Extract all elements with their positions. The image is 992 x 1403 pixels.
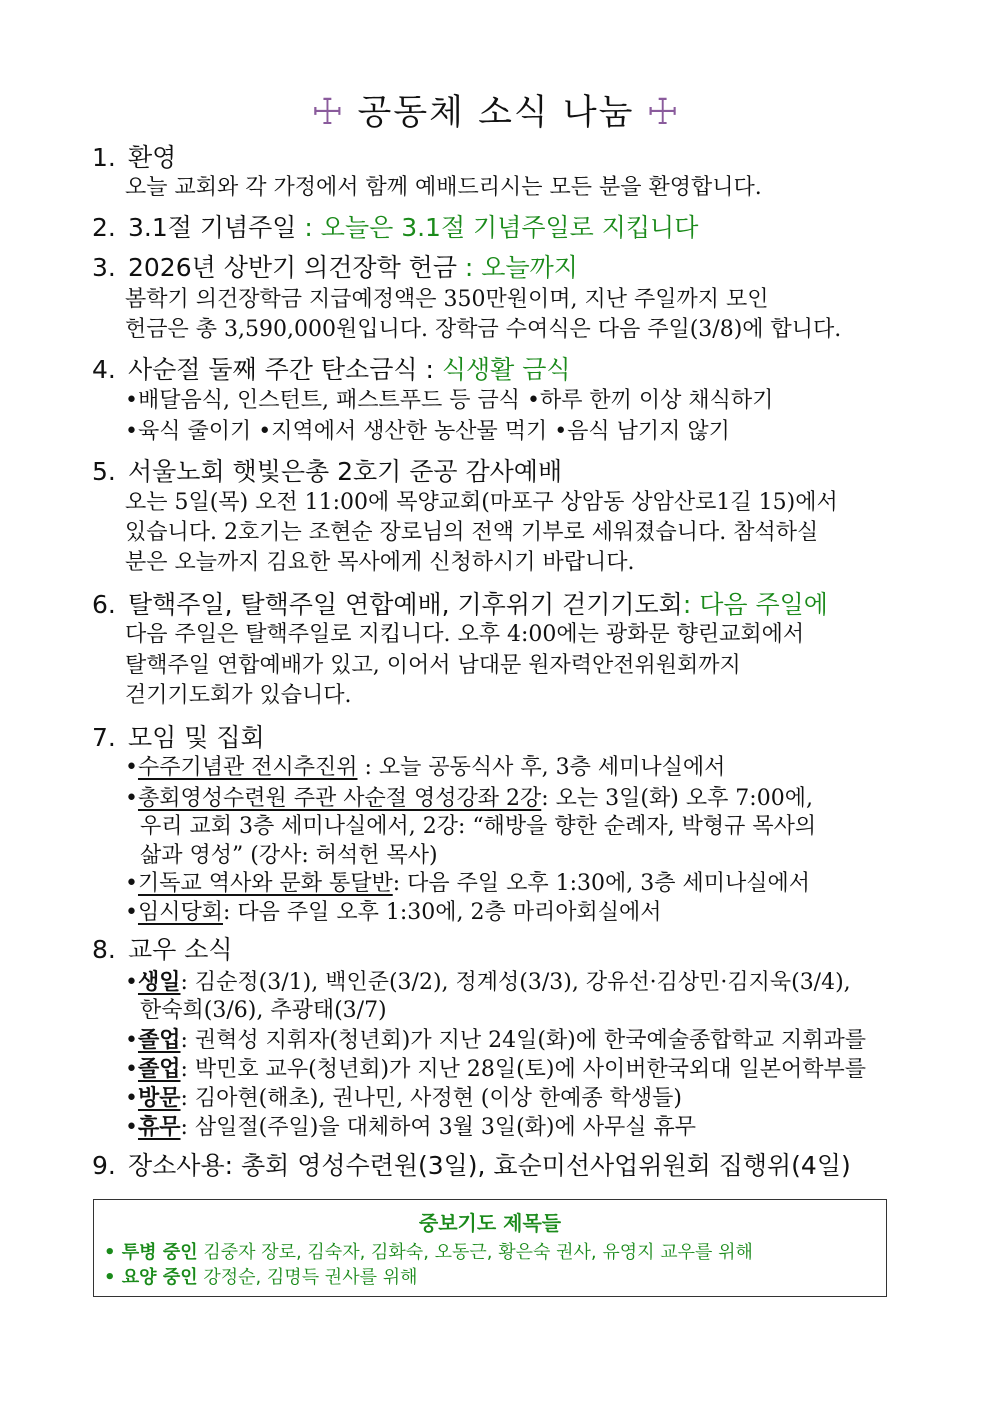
- item-label: 졸업: [137, 1027, 181, 1053]
- section-7-item-cont: 우리 교회 3층 세미나실에서, 2강: “해방을 향한 순례자, 박형규 목사의: [140, 814, 817, 839]
- item-label: 임시당회: [137, 900, 223, 925]
- section-number: 3.: [92, 253, 116, 282]
- section-8-item: •방문: 김아현(해초), 권나민, 사정현 (이상 한예종 학생들): [125, 1085, 682, 1111]
- title-text: 공동체 소식 나눔: [357, 93, 635, 133]
- item-text: : 다음 주일 오후 1:30에, 3층 세미나실에서: [392, 871, 811, 896]
- section-title: 장소사용: 총회 영성수련원(3일), 효순미선사업위원회 집행위(4일): [128, 1151, 851, 1180]
- separator: :: [456, 253, 482, 282]
- section-number: 1.: [92, 143, 116, 172]
- section-title: 환영: [128, 143, 177, 172]
- section-number: 6.: [92, 590, 116, 619]
- section-highlight: 다음 주일에: [699, 590, 828, 619]
- section-8-item-cont: 한숙희(3/6), 추광태(3/7): [140, 998, 387, 1023]
- section-8-item: •휴무: 삼일절(주일)을 대체하여 3월 3일(화)에 사무실 휴무: [125, 1114, 696, 1140]
- section-title: 모임 및 집회: [128, 723, 265, 752]
- section-highlight: 식생활 금식: [441, 355, 571, 384]
- section-5-line: 있습니다. 2호기는 조현순 장로님의 전액 기부로 세워졌습니다. 참석하실: [125, 520, 819, 545]
- section-5-heading: [92, 456, 562, 488]
- section-3-heading: [92, 252, 578, 284]
- section-title: 서울노회 햇빛은총 2호기 준공 감사예배: [128, 457, 563, 486]
- section-1-line: 오늘 교회와 각 가정에서 함께 예배드리시는 모든 분을 환영합니다.: [125, 175, 762, 200]
- section-number: 8.: [92, 935, 116, 964]
- section-number: 2.: [92, 213, 116, 242]
- item-label: 기독교 역사와 문화 통달반: [137, 871, 393, 896]
- item-text: : 오는 3일(화) 오후 7:00에,: [541, 786, 813, 811]
- item-text: : 김아현(해초), 권나민, 사정현 (이상 한예종 학생들): [180, 1086, 682, 1111]
- item-text: : 삼일절(주일)을 대체하여 3월 3일(화)에 사무실 휴무: [180, 1115, 696, 1140]
- section-number: 9.: [92, 1151, 116, 1180]
- item-label: 방문: [137, 1085, 181, 1111]
- item-text: : 권혁성 지휘자(청년회)가 지난 24일(화)에 한국예술종합학교 지휘과를: [180, 1028, 867, 1053]
- section-7-item: •기독교 역사와 문화 통달반: 다음 주일 오후 1:30에, 3층 세미나실에서: [125, 871, 811, 896]
- section-4-heading: [92, 354, 571, 386]
- section-title: 사순절 둘째 주간 탄소금식: [128, 355, 418, 384]
- page-title: [0, 88, 992, 138]
- prayer-box: [93, 1199, 887, 1297]
- prayer-text: 김중자 장로, 김숙자, 김화숙, 오동근, 황은숙 권사, 유영지 교우를 위해: [197, 1242, 753, 1263]
- item-text: : 다음 주일 오후 1:30에, 2층 마리아회실에서: [223, 900, 662, 925]
- item-label: 수주기념관 전시추진위: [137, 755, 358, 780]
- section-number: 4.: [92, 355, 116, 384]
- section-number: 7.: [92, 723, 116, 752]
- prayer-line: [104, 1266, 417, 1290]
- section-title: 교우 소식: [128, 935, 233, 964]
- section-8-item: •생일: 김순정(3/1), 백인준(3/2), 정계성(3/3), 강유선·김상민·김지욱(3/4),: [125, 969, 851, 995]
- section-2-heading: [92, 212, 698, 244]
- section-7-heading: [92, 722, 265, 754]
- section-9-heading: [92, 1150, 851, 1182]
- section-title: 2026년 상반기 의건장학 헌금: [128, 253, 457, 282]
- prayer-label: • 투병 중인: [104, 1242, 198, 1263]
- section-6-line: 걷기기도회가 있습니다.: [125, 683, 352, 708]
- section-3-line: 봄학기 의건장학금 지급예정액은 350만원이며, 지난 주일까지 모인: [125, 287, 769, 312]
- section-8-heading: [92, 934, 233, 966]
- section-5-line: 오는 5일(목) 오전 11:00에 목양교회(마포구 상암동 상암산로1길 15)에서: [125, 490, 838, 515]
- item-label: 휴무: [137, 1114, 181, 1140]
- item-text: : 오늘 공동식사 후, 3층 세미나실에서: [357, 755, 726, 780]
- separator: :: [296, 213, 321, 242]
- cross-icon: ☩: [646, 92, 681, 133]
- item-text: : 박민호 교우(청년회)가 지난 28일(토)에 사이버한국외대 일본어학부를: [180, 1057, 867, 1082]
- section-number: 5.: [92, 457, 116, 486]
- item-label: 생일: [137, 969, 181, 995]
- section-4-line: •배달음식, 인스턴트, 패스트푸드 등 금식 •하루 한끼 이상 채식하기: [125, 388, 774, 413]
- separator: :: [417, 355, 442, 384]
- section-5-line: 분은 오늘까지 김요한 목사에게 신청하시기 바랍니다.: [125, 550, 635, 575]
- item-text: : 김순정(3/1), 백인준(3/2), 정계성(3/3), 강유선·김상민·김지욱(3/4),: [180, 970, 851, 995]
- prayer-label: • 요양 중인: [104, 1267, 198, 1288]
- section-7-item: •수주기념관 전시추진위 : 오늘 공동식사 후, 3층 세미나실에서: [125, 755, 726, 780]
- item-label: 총회영성수련원 주관 사순절 영성강좌 2강: [137, 786, 542, 811]
- section-title: 3.1절 기념주일: [128, 213, 297, 242]
- prayer-text: 강정순, 김명득 권사를 위해: [197, 1267, 418, 1288]
- section-4-line: •육식 줄이기 •지역에서 생산한 농산물 먹기 •음식 남기지 않기: [125, 419, 730, 444]
- section-1-heading: [92, 142, 176, 174]
- section-6-heading: [92, 589, 828, 621]
- prayer-line: [104, 1241, 753, 1265]
- cross-icon: ☩: [311, 92, 346, 133]
- section-highlight: 오늘은 3.1절 기념주일로 지킵니다: [320, 213, 699, 242]
- separator: :: [682, 590, 700, 619]
- section-7-item-cont: 삶과 영성” (강사: 허석헌 목사): [140, 843, 438, 868]
- section-8-item: •졸업: 권혁성 지휘자(청년회)가 지난 24일(화)에 한국예술종합학교 지휘과를: [125, 1027, 867, 1053]
- section-7-item: •임시당회: 다음 주일 오후 1:30에, 2층 마리아회실에서: [125, 900, 662, 925]
- section-highlight: 오늘까지: [481, 253, 578, 282]
- section-3-line: 헌금은 총 3,590,000원입니다. 장학금 수여식은 다음 주일(3/8)에 합니다.: [125, 317, 842, 342]
- prayer-title: 중보기도 제목들: [418, 1211, 562, 1235]
- section-title: 탈핵주일, 탈핵주일 연합예배, 기후위기 걷기기도회: [128, 590, 683, 619]
- section-6-line: 다음 주일은 탈핵주일로 지킵니다. 오후 4:00에는 광화문 향린교회에서: [125, 622, 805, 647]
- section-6-line: 탈핵주일 연합예배가 있고, 이어서 남대문 원자력안전위원회까지: [125, 653, 741, 678]
- item-label: 졸업: [137, 1056, 181, 1082]
- section-8-item: •졸업: 박민호 교우(청년회)가 지난 28일(토)에 사이버한국외대 일본어학부를: [125, 1056, 867, 1082]
- section-7-item: •총회영성수련원 주관 사순절 영성강좌 2강: 오는 3일(화) 오후 7:00에,: [125, 786, 813, 811]
